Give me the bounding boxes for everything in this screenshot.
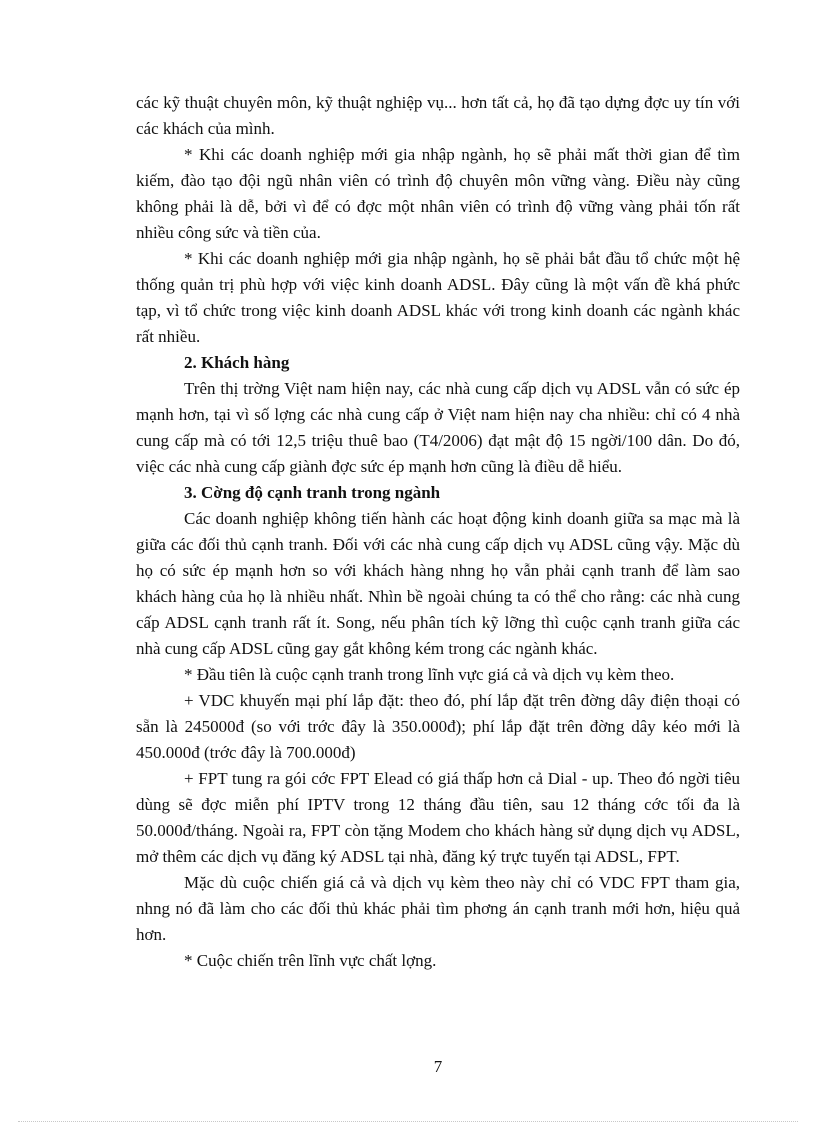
paragraph-customers: Trên thị trờng Việt nam hiện nay, các nhà cung cấp dịch vụ ADSL vẫn có sức ép mạnh hơn, tại vì số lợng các nhà cung cấp ở Việt nam hiện nay cha nhiều: chỉ có 4 nhà cung cấp mà có tới 12,5 triệu thuê bao (T4/2006) đạt mật độ 15 ngời/100 dân. Do đó, việc các nhà cung cấp giành đợc sức ép mạnh hơn cũng là điều dễ hiểu.	[136, 379, 740, 476]
paragraph-continuation: các kỹ thuật chuyên môn, kỹ thuật nghiệp vụ... hơn tất cả, họ đã tạo dựng đợc uy tín với các khách của mình.	[136, 93, 740, 138]
paragraph-management-system: * Khi các doanh nghiệp mới gia nhập ngành, họ sẽ phải bắt đầu tổ chức một hệ thống quản trị phù hợp với việc kinh doanh ADSL. Đây cũng là một vấn đề khá phức tạp, vì tổ chức trong việc kinh doanh ADSL khác với trong kinh doanh các ngành khác rất nhiều.	[136, 249, 740, 346]
section-heading-customers: 2. Khách hàng	[184, 353, 290, 372]
section-heading-competition: 3. Cờng độ cạnh tranh trong ngành	[184, 483, 441, 502]
paragraph-quality-competition: * Cuộc chiến trên lĩnh vực chất lợng.	[184, 951, 437, 970]
paragraph-staff-training: * Khi các doanh nghiệp mới gia nhập ngành, họ sẽ phải mất thời gian để tìm kiếm, đào tạo đội ngũ nhân viên có trình độ chuyên môn vững vàng. Điều này cũng không phải là dễ, bởi vì để có đợc một nhân viên có trình độ vững vàng phải tốn rất nhiều công sức và tiền của.	[136, 145, 740, 242]
paragraph-price-competition: * Đầu tiên là cuộc cạnh tranh trong lĩnh vực giá cả và dịch vụ kèm theo.	[184, 665, 675, 684]
paragraph-fpt-elead: + FPT tung ra gói cớc FPT Elead có giá thấp hơn cả Dial - up. Theo đó ngời tiêu dùng sẽ đợc miễn phí IPTV trong 12 tháng đầu tiên, sau 12 tháng cớc tối đa là 50.000đ/tháng. Ngoài ra, FPT còn tặng Modem cho khách hàng sử dụng dịch vụ ADSL, mở thêm các dịch vụ đăng ký ADSL tại nhà, đăng ký trực tuyến tại ADSL, FPT.	[136, 769, 740, 866]
page-bottom-rule	[18, 1121, 798, 1122]
page-number: 7	[433, 1057, 443, 1076]
paragraph-competition: Các doanh nghiệp không tiến hành các hoạt động kinh doanh giữa sa mạc mà là giữa các đối thủ cạnh tranh. Đối với các nhà cung cấp dịch vụ ADSL cũng vậy. Mặc dù họ có sức ép mạnh hơn so với khách hàng nhng họ vẫn phải cạnh tranh để làm sao khách hàng của họ là nhiều nhất. Nhìn bề ngoài chúng ta có thể cho rằng: các nhà cung cấp ADSL cạnh tranh rất ít. Song, nếu phân tích kỹ lỡng thì cuộc cạnh tranh giữa các nhà cung cấp ADSL cũng gay gắt không kém trong các ngành khác.	[136, 509, 740, 658]
paragraph-vdc-promotion: + VDC khuyến mại phí lắp đặt: theo đó, phí lắp đặt trên đờng dây điện thoại có sẵn là 245000đ (so với trớc đây là 350.000đ); phí lắp đặt trên đờng dây kéo mới là 450.000đ (trớc đây là 700.000đ)	[136, 691, 740, 762]
paragraph-price-war-effect: Mặc dù cuộc chiến giá cả và dịch vụ kèm theo này chỉ có VDC FPT tham gia, nhng nó đã làm cho các đối thủ khác phải tìm phơng án cạnh tranh mới hơn, hiệu quả hơn.	[136, 873, 740, 944]
document-page	[136, 90, 740, 974]
